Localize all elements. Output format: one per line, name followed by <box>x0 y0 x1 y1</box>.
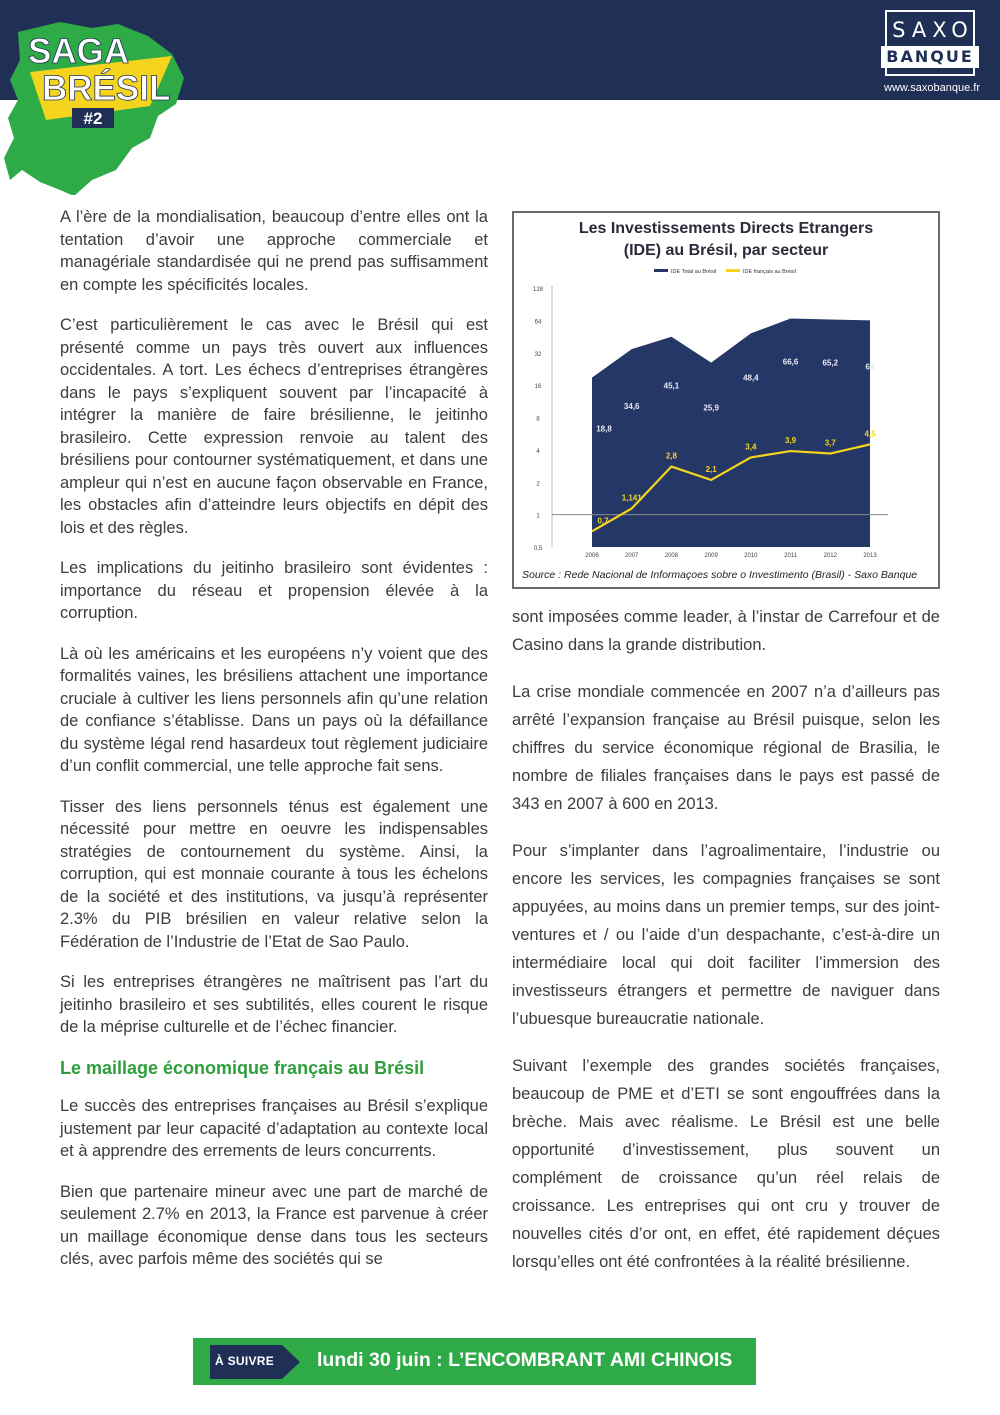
ide-chart <box>512 211 940 589</box>
data-label-ide-francais: 3,4 <box>745 442 757 452</box>
section-heading: Le maillage économique français au Brésil <box>60 1057 425 1078</box>
brand-top: SAXO <box>892 18 974 42</box>
saga-bresil-logo <box>0 20 200 195</box>
data-label-ide-total: 34,6 <box>623 402 640 412</box>
chart-title-line1: Les Investissements Directs Etrangers <box>578 220 874 237</box>
y-tick-label: 1 <box>536 513 540 520</box>
legend-label-ide-total: IDE Total au Brésil <box>671 269 717 275</box>
data-label-ide-francais: 2,8 <box>665 451 677 461</box>
y-tick-label: 0,5 <box>533 546 543 552</box>
right-column <box>512 603 940 1295</box>
data-label-ide-francais: 3,9 <box>785 436 797 446</box>
chart-title-line2: (IDE) au Brésil, par secteur <box>623 242 829 259</box>
y-tick-label: 32 <box>534 351 542 358</box>
x-tick-label: 2006 <box>585 553 599 559</box>
data-label-ide-total: 66,6 <box>782 357 799 367</box>
paragraph: A l’ère de la mondialisation, beaucoup d’entre elles ont la tentation d’avoir une approche commerciale et managériale standardisée qui ne prend pas suffisamment en compte les spécificités locales. <box>60 208 488 294</box>
y-tick-label: 8 <box>536 416 540 423</box>
data-label-ide-francais: 4,5 <box>864 429 876 439</box>
paragraph: Bien que partenaire mineur avec une part de marché de seulement 2.7% en 2013, la France est parvenue à créer un maillage économique dense dans tous les secteurs clés, avec parfois même des sociétés qui se <box>60 1182 488 1268</box>
data-label-ide-francais: 0,7 <box>597 516 609 526</box>
paragraph: Si les entreprises étrangères ne maîtrisent pas l’art du jeitinho brasileiro et ses subtilités, elles courent le risque de la méprise culturelle et de l’échec financier. <box>60 973 488 1036</box>
x-tick-label: 2010 <box>744 553 758 559</box>
data-label-ide-francais: 3,7 <box>824 438 836 448</box>
legend-swatch-ide-francais <box>726 269 740 272</box>
y-tick-label: 2 <box>536 481 540 488</box>
next-episode-banner <box>193 1338 756 1385</box>
data-label-ide-francais: 1,141 <box>621 493 642 503</box>
chart-source: Source : Rede Nacional de Informaçoes sobre o Investimento (Brasil) - Saxo Banque <box>522 569 918 581</box>
x-tick-label: 2008 <box>664 553 679 559</box>
data-label-ide-francais: 2,1 <box>705 464 717 474</box>
paragraph: Pour s’implanter dans l’agroalimentaire, l’industrie ou encore les services, les compagnies françaises se sont appuyées, au moins dans un premier temps, sur des joint-ventures et / ou l’aide d’un despachante, c’est-à-dire un intermédiaire local qui doit faciliter l’immersion des investisseurs étrangers et permettre de naviguer dans l’ubuesque bureaucratie nationale. <box>512 842 940 1028</box>
data-label-ide-total: 45,1 <box>663 381 680 391</box>
paragraph: Le succès des entreprises françaises au Brésil s’explique justement par leur capacité d’adaptation au contexte local et à apprendre des errements de leurs concurrents. <box>60 1097 488 1160</box>
x-tick-label: 2007 <box>625 553 639 559</box>
left-column <box>60 206 488 1289</box>
x-tick-label: 2012 <box>823 553 837 559</box>
data-label-ide-total: 25,9 <box>703 403 719 413</box>
paragraph: C’est particulièrement le cas avec le Brésil qui est présenté comme un pays très ouvert aux influences occidentales. A tort. Les échecs d’entreprises étrangères dans le pays s’expliquent souvent par l’incapacité à intégrer la manière de faire brésilienne, le jeitinho brasileiro. Cette expression renvoie au talent des brésiliens pour contourner systématiquement, et dans une ampleur qui n’est en aucune façon observable en France, les obstacles afin d’atteindre leurs objectifs en dépit des lois et des règles. <box>60 316 488 537</box>
next-episode-text: lundi 30 juin : L’ENCOMBRANT AMI CHINOIS <box>317 1349 733 1371</box>
data-label-ide-total: 64 <box>865 362 875 372</box>
data-label-ide-total: 48,4 <box>743 373 759 383</box>
legend-label-ide-francais: IDE français au Brésil <box>743 269 796 275</box>
y-tick-label: 16 <box>534 384 542 391</box>
data-label-ide-total: 18,8 <box>596 424 612 434</box>
y-tick-label: 4 <box>536 448 540 455</box>
chart-plot <box>514 213 938 587</box>
y-tick-label: 64 <box>534 319 542 326</box>
paragraph: Suivant l’exemple des grandes sociétés françaises, beaucoup de PME et d’ETI se sont engouffrées dans la brèche. Mais avec réalisme. Le Brésil est une belle opportunité d’investissement, plus souvent un complément de croissance qu’un réel relais de croissance. Les entreprises qui ont cru y trouver de nouvelles cités d’or ont, en effet, été rapidement déçues lorsqu’elles ont été confrontées à la réalité brésilienne. <box>512 1057 940 1271</box>
next-tag: À SUIVRE <box>215 1354 275 1368</box>
paragraph: La crise mondiale commencée en 2007 n’a d’ailleurs pas arrêté l’expansion française au Brésil puisque, selon les chiffres du service économique régional de Brasilia, le nombre de filiales françaises dans le pays est passé de 343 en 2007 à 600 en 2013. <box>512 683 940 813</box>
x-tick-label: 2011 <box>784 553 798 559</box>
paragraph: Là où les américains et les européens n’y voient que des formalités vaines, les brésiliens attachent une importance cruciale à cultiver les liens personnels afin qu’une relation de confiance s’établisse. Dans un pays où la défaillance du système légal rend hasardeux tout règlement judiciaire d’un conflit commercial, une telle approche fait sens. <box>60 644 488 775</box>
website-url: www.saxobanque.fr <box>884 82 980 94</box>
saga-title-line1: SAGA <box>28 32 130 71</box>
series-area-ide-total <box>592 319 870 547</box>
saxo-banque-logo <box>885 10 975 76</box>
paragraph: Les implications du jeitinho brasileiro sont évidentes : importance du réseau et propension élevée à la corruption. <box>60 559 488 622</box>
saga-title-line2: BRÉSIL <box>42 69 171 108</box>
x-tick-label: 2009 <box>704 553 718 559</box>
y-tick-label: 128 <box>532 287 544 293</box>
data-label-ide-total: 65,2 <box>822 358 839 368</box>
paragraph: Tisser des liens personnels ténus est également une nécessité pour mettre en oeuvre les indispensables stratégies de contournement du système. Ainsi, la corruption, qui est monnaie courante à tous les échelons de la société et des institutions, va jusqu’à représenter 2.3% du PIB brésilien en valeur relative selon la Fédération de l’Industrie de l’Etat de Sao Paulo. <box>60 797 488 951</box>
issue-number: #2 <box>83 109 103 128</box>
legend-swatch-ide-total <box>654 269 668 272</box>
x-tick-label: 2013 <box>863 553 877 559</box>
brand-bottom: BANQUE <box>881 46 979 68</box>
paragraph: sont imposées comme leader, à l’instar de Carrefour et de Casino dans la grande distribution. <box>512 608 940 654</box>
